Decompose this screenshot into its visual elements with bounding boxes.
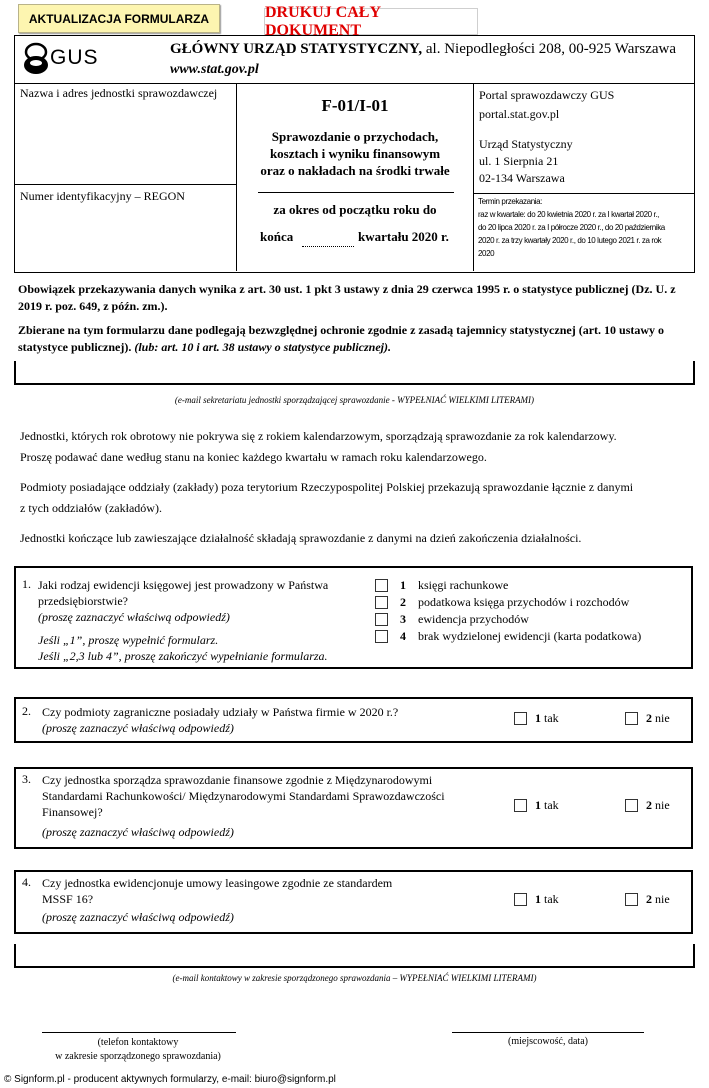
stat-office-line3: 02-134 Warszawa — [479, 171, 565, 185]
right-cell-divider — [473, 193, 694, 194]
q3-number: 3. — [22, 772, 31, 786]
q3-question-line2: Standardami Rachunkowości/ Międzynarodowymi Standardami Sprawozdawczości — [42, 789, 445, 803]
q4-yes-checkbox[interactable] — [514, 893, 527, 906]
phone-caption — [20, 1036, 256, 1064]
left-cell-divider — [14, 184, 237, 185]
q1-option-4-number: 4 — [400, 629, 406, 643]
q1-option-3-label: ewidencja przychodów — [418, 612, 529, 626]
place-date-caption: (miejscowość, data) — [508, 1036, 588, 1047]
q3-no-label: nie — [655, 798, 670, 812]
legal-secrecy-line1: Zbierane na tym formularzu dane podlegają bezwzględnej ochronie zgodnie z zasadą tajemnicy statystycznej (art. 10 ustawy o — [18, 323, 665, 337]
q3-yes-label: tak — [544, 798, 559, 812]
period-quarter-label: kwartału 2020 r. — [358, 229, 449, 244]
q2-no-label: nie — [655, 711, 670, 725]
legal-secrecy — [18, 322, 698, 356]
q4-yes-label: tak — [544, 892, 559, 906]
q1-notes — [38, 632, 328, 664]
website-link[interactable]: www.stat.gov.pl — [170, 62, 259, 77]
q2-yes-checkbox[interactable] — [514, 712, 527, 725]
phone-caption-line1: (telefon kontaktowy — [97, 1037, 179, 1048]
regon-field[interactable] — [16, 207, 234, 269]
q3-yes-checkbox[interactable] — [514, 799, 527, 812]
q1-number: 1. — [22, 577, 31, 591]
q3-hint: (proszę zaznaczyć właściwą odpowiedź) — [42, 825, 234, 839]
q2-hint: (proszę zaznaczyć właściwą odpowiedź) — [42, 721, 234, 735]
place-date-input[interactable] — [452, 1032, 644, 1033]
deadline-line2: do 20 lipca 2020 r. za I półrocze 2020 r., do 20 października — [478, 223, 665, 232]
portal-label: Portal sprawozdawczy GUS — [479, 88, 615, 102]
gus-logo-icon — [22, 41, 50, 77]
q4-no-number: 2 — [646, 892, 652, 906]
q1-option-1-checkbox[interactable] — [375, 579, 388, 592]
q1-hint: (proszę zaznaczyć właściwą odpowiedź) — [38, 610, 230, 624]
q1-option-2[interactable] — [375, 594, 641, 611]
legal-obligation-line1: Obowiązek przekazywania danych wynika z art. 30 ust. 1 pkt 3 ustawy z dnia 29 czerwca 1995 r. o statystyce publicznej (Dz. U. z — [18, 282, 676, 296]
q1-question-line1: Jaki rodzaj ewidencji księgowej jest prowadzony w Państwa — [38, 578, 329, 592]
q4-question-line2: MSSF 16? — [42, 892, 94, 906]
title-separator — [258, 192, 454, 193]
legal-obligation-line2: 2019 r. poz. 649, z późn. zm.). — [18, 299, 168, 313]
q4-number: 4. — [22, 875, 31, 889]
info-p2-line2: z tych oddziałów (zakładów). — [20, 501, 162, 515]
q1-option-4-checkbox[interactable] — [375, 630, 388, 643]
unit-name-label: Nazwa i adres jednostki sprawozdawczej — [20, 86, 218, 100]
legal-secrecy-line2a: statystyce publicznej). — [18, 340, 132, 354]
q3-no-checkbox[interactable] — [625, 799, 638, 812]
q2-no-number: 2 — [646, 711, 652, 725]
form-code: F-01/I-01 — [321, 96, 389, 115]
deadline-line3: 2020 r. za trzy kwartały 2020 r., do 10 lutego 2021 r. za rok — [478, 236, 662, 245]
period-line1: za okres od początku roku do — [273, 202, 437, 217]
form-title — [237, 128, 473, 179]
q1-option-2-number: 2 — [400, 595, 406, 609]
secretariat-email-caption: (e-mail sekretariatu jednostki sporządzającej sprawozdanie - WYPEŁNIAĆ WIELKIMI LITERAMI) — [174, 395, 535, 405]
q1-note2: Jeśli „2,3 lub 4”, proszę zakończyć wypełnianie formularza. — [38, 649, 328, 663]
q1-option-1[interactable] — [375, 577, 641, 594]
stat-office-line1: Urząd Statystyczny — [479, 137, 573, 151]
q1-option-3-checkbox[interactable] — [375, 613, 388, 626]
legal-obligation — [18, 281, 698, 315]
deadline-box — [478, 195, 694, 260]
q3-question — [42, 772, 445, 840]
q2-yes[interactable] — [514, 711, 559, 726]
deadline-line4: 2020 — [478, 249, 495, 258]
q1-option-1-label: księgi rachunkowe — [418, 578, 509, 592]
period-line2 — [260, 229, 293, 245]
contact-email-input[interactable] — [14, 944, 695, 968]
form-title-line2: kosztach i wyniku finansowym — [269, 146, 441, 161]
unit-name-field[interactable] — [16, 104, 234, 182]
info-p1-line1: Jednostki, których rok obrotowy nie pokrywa się z rokiem kalendarzowym, sporządzają sprawozdanie za rok kalendarzowy. — [20, 429, 617, 443]
q2-question-line1: Czy podmioty zagraniczne posiadały udziały w Państwa firmie w 2020 r.? — [42, 705, 399, 719]
q3-question-line1: Czy jednostka sporządza sprawozdanie finansowe zgodnie z Międzynarodowymi — [42, 773, 433, 787]
phone-input[interactable] — [42, 1032, 236, 1033]
q3-no-number: 2 — [646, 798, 652, 812]
q3-yes-number: 1 — [535, 798, 541, 812]
footer-copyright: © Signform.pl - producent aktywnych formularzy, e-mail: biuro@signform.pl — [4, 1074, 336, 1085]
contact-email-caption: (e-mail kontaktowy w zakresie sporządzonego sprawozdania – WYPEŁNIAĆ WIELKIMI LITERAMI) — [172, 973, 537, 983]
q1-option-4-label: brak wydzielonej ewidencji (karta podatkowa) — [418, 629, 642, 643]
q1-option-1-number: 1 — [400, 578, 406, 592]
form-title-line3: oraz o nakładach na środki trwałe — [260, 163, 450, 178]
info-p1-line2: Proszę podawać dane według stanu na koniec każdego kwartału w ramach roku kalendarzowego. — [20, 450, 487, 464]
info-paragraph-1 — [20, 426, 617, 468]
q1-note1: Jeśli „1”, proszę wypełnić formularz. — [38, 633, 219, 647]
q4-yes[interactable] — [514, 892, 559, 907]
phone-caption-line2: w zakresie sporządzonego sprawozdania) — [55, 1051, 221, 1062]
q1-question — [38, 577, 328, 625]
deadline-label: Termin przekazania: — [478, 197, 542, 206]
office-header — [170, 41, 676, 58]
legal-secrecy-line2 — [18, 339, 698, 356]
header-divider — [14, 83, 695, 84]
form-title-line1: Sprawozdanie o przychodach, — [271, 129, 439, 144]
deadline-line1: raz w kwartale: do 20 kwietnia 2020 r. za I kwartał 2020 r., — [478, 210, 659, 219]
q1-question-line2: przedsiębiorstwie? — [38, 594, 128, 608]
regon-label: Numer identyfikacyjny – REGON — [20, 189, 185, 203]
q1-options — [375, 577, 641, 645]
info-paragraph-2 — [20, 477, 633, 519]
q1-option-2-checkbox[interactable] — [375, 596, 388, 609]
q4-no-label: nie — [655, 892, 670, 906]
q4-yes-number: 1 — [535, 892, 541, 906]
q1-option-3-number: 3 — [400, 612, 406, 626]
portal-url[interactable]: portal.stat.gov.pl — [479, 107, 560, 121]
q3-question-line3: Finansowej? — [42, 805, 103, 819]
q2-question — [42, 704, 398, 736]
q4-hint: (proszę zaznaczyć właściwą odpowiedź) — [42, 910, 234, 924]
period-end-label: końca — [260, 229, 294, 244]
q1-option-3[interactable] — [375, 611, 641, 628]
q2-yes-label: tak — [544, 711, 559, 725]
office-name: GŁÓWNY URZĄD STATYSTYCZNY, — [170, 41, 423, 57]
quarter-input[interactable] — [302, 232, 354, 247]
office-address: al. Niepodległości 208, 00-925 Warszawa — [422, 41, 677, 57]
logo-text: GUS — [50, 46, 99, 69]
info-p2-line1: Podmioty posiadające oddziały (zakłady) poza terytorium Rzeczypospolitej Polskiej przekazują sprawozdanie łącznie z danymi — [20, 480, 634, 494]
info-paragraph-3: Jednostki kończące lub zawieszające działalność składają sprawozdanie z danymi na dzień zakończenia działalności. — [20, 531, 582, 545]
q4-question-line1: Czy jednostka ewidencjonuje umowy leasingowe zgodnie ze standardem — [42, 876, 393, 890]
secretariat-email-input[interactable] — [14, 361, 695, 385]
stat-office — [479, 136, 573, 187]
q2-no-checkbox[interactable] — [625, 712, 638, 725]
q2-number: 2. — [22, 704, 31, 718]
q1-option-2-label: podatkowa księga przychodów i rozchodów — [418, 595, 630, 609]
col-divider-right — [473, 83, 474, 271]
legal-secrecy-line2b: (lub: art. 10 i art. 38 ustawy o statystyce publicznej). — [131, 340, 391, 354]
q2-yes-number: 1 — [535, 711, 541, 725]
q4-no[interactable] — [625, 892, 670, 907]
q1-option-4[interactable] — [375, 628, 641, 645]
q4-question — [42, 875, 392, 925]
stat-office-line2: ul. 1 Sierpnia 21 — [479, 154, 559, 168]
q3-no[interactable] — [625, 798, 670, 813]
q3-yes[interactable] — [514, 798, 559, 813]
q4-no-checkbox[interactable] — [625, 893, 638, 906]
q2-no[interactable] — [625, 711, 670, 726]
update-form-button[interactable]: AKTUALIZACJA FORMULARZA — [18, 4, 220, 33]
print-document-button[interactable]: DRUKUJ CAŁY DOKUMENT — [264, 8, 478, 35]
